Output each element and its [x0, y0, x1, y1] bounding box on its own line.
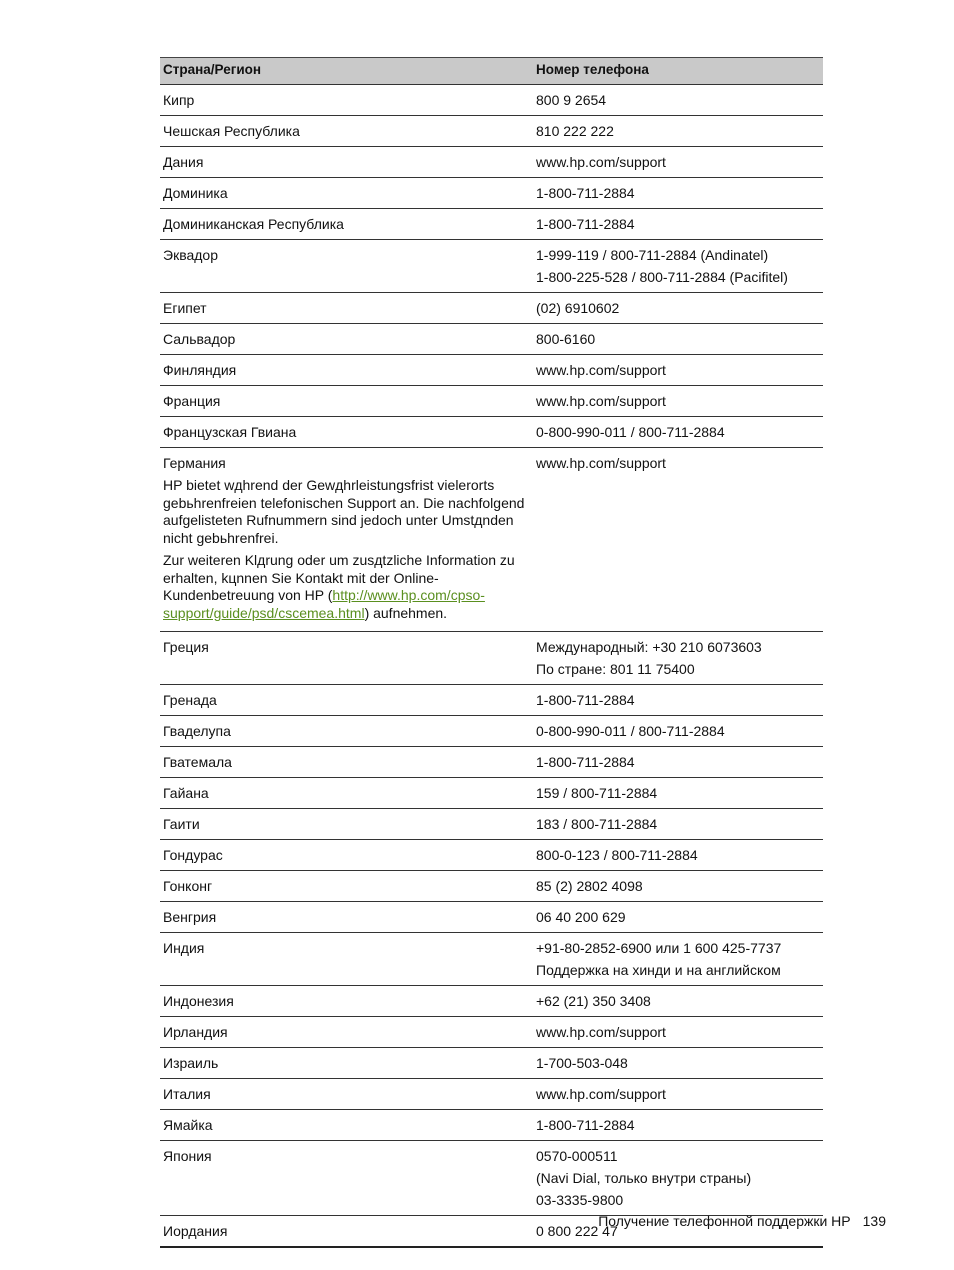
- country-name: Французская Гвиана: [163, 424, 297, 440]
- table-row: [160, 631, 823, 684]
- country-name: Иордания: [163, 1223, 228, 1239]
- phone-cell: [533, 1141, 823, 1215]
- table-row: [160, 84, 823, 115]
- table-row: [160, 684, 823, 715]
- phone-cell: [533, 116, 823, 146]
- phone-cell: [533, 293, 823, 323]
- country-name: Финляндия: [163, 362, 237, 378]
- country-cell: [160, 716, 533, 746]
- phone-number: 800-0-123 / 800-711-2884: [536, 847, 698, 863]
- table-row: [160, 901, 823, 932]
- phone-number: 159 / 800-711-2884: [536, 785, 658, 801]
- country-name: Италия: [163, 1086, 211, 1102]
- country-name: Гренада: [163, 692, 217, 708]
- phone-number: www.hp.com/support: [536, 154, 666, 170]
- country-name: Германия: [163, 455, 226, 471]
- phone-cell: [533, 986, 823, 1016]
- phone-number: 1-800-225-528 / 800-711-2884 (Pacifitel): [536, 269, 788, 285]
- phone-number: 1-999-119 / 800-711-2884 (Andinatel): [536, 247, 769, 263]
- phone-number: 0-800-990-011 / 800-711-2884: [536, 424, 725, 440]
- phone-number: www.hp.com/support: [536, 393, 666, 409]
- country-cell: [160, 448, 533, 631]
- phone-number: www.hp.com/support: [536, 1086, 666, 1102]
- country-cell: [160, 209, 533, 239]
- phone-number: 183 / 800-711-2884: [536, 816, 658, 832]
- table-row: [160, 870, 823, 901]
- table-row: [160, 932, 823, 985]
- table-row: [160, 208, 823, 239]
- table-row: [160, 746, 823, 777]
- table-row: [160, 239, 823, 292]
- support-note: [163, 477, 530, 622]
- phone-number: Международный: +30 210 6073603: [536, 639, 762, 655]
- country-cell: [160, 1216, 533, 1246]
- country-name: Гондурас: [163, 847, 223, 863]
- phone-number: 1-800-711-2884: [536, 1117, 635, 1133]
- country-cell: [160, 685, 533, 715]
- country-cell: [160, 1079, 533, 1109]
- table-row: [160, 323, 823, 354]
- note-text: ) aufnehmen.: [364, 604, 448, 621]
- country-name: Гватемала: [163, 754, 232, 770]
- table-row: [160, 1078, 823, 1109]
- phone-cell: [533, 324, 823, 354]
- phone-cell: [533, 778, 823, 808]
- phone-number: 0570-000511: [536, 1148, 618, 1164]
- header-country: Страна/Регион: [163, 62, 262, 77]
- country-cell: [160, 902, 533, 932]
- phone-number: +91-80-2852-6900 или 1 600 425-7737: [536, 940, 782, 956]
- country-cell: [160, 324, 533, 354]
- country-name: Ямайка: [163, 1117, 213, 1133]
- phone-number: 0-800-990-011 / 800-711-2884: [536, 723, 725, 739]
- table-header: [160, 58, 823, 84]
- phone-number: Поддержка на хинди и на английском: [536, 962, 781, 978]
- phone-number: 1-800-711-2884: [536, 754, 635, 770]
- country-cell: [160, 85, 533, 115]
- country-name: Гаити: [163, 816, 200, 832]
- table-row: [160, 1109, 823, 1140]
- phone-number: 1-700-503-048: [536, 1055, 628, 1071]
- phone-number: По стране: 801 11 75400: [536, 661, 695, 677]
- phone-number: 0 800 222 47: [536, 1223, 618, 1239]
- phone-number: 85 (2) 2802 4098: [536, 878, 643, 894]
- country-name: Израиль: [163, 1055, 219, 1071]
- header-phone: Номер телефона: [536, 62, 649, 77]
- table-row: [160, 177, 823, 208]
- phone-cell: [533, 448, 823, 631]
- phone-number: (02) 6910602: [536, 300, 620, 316]
- phone-cell: [533, 1110, 823, 1140]
- table-row: [160, 354, 823, 385]
- table-row: [160, 292, 823, 323]
- note-text: Zur weiteren Klдrung oder um zusдtzliche Information zu erhalten, kцnnen Sie Kontakt mit der Online-Kundenbetreuung von HP (: [163, 552, 515, 603]
- country-cell: [160, 386, 533, 416]
- phone-number: 1-800-711-2884: [536, 692, 635, 708]
- country-name: Япония: [163, 1148, 212, 1164]
- phone-number: www.hp.com/support: [536, 362, 666, 378]
- phone-cell: [533, 178, 823, 208]
- phone-number: www.hp.com/support: [536, 455, 666, 471]
- phone-cell: [533, 809, 823, 839]
- country-cell: [160, 809, 533, 839]
- country-name: Кипр: [163, 92, 195, 108]
- table-row: [160, 416, 823, 447]
- phone-cell: [533, 933, 823, 985]
- phone-cell: [533, 147, 823, 177]
- support-link[interactable]: http://www.hp.com/cpso-support/guide/psd/cscemea.html: [163, 587, 485, 621]
- country-name: Дания: [163, 154, 204, 170]
- table-row: [160, 1047, 823, 1078]
- phone-cell: [533, 871, 823, 901]
- phone-cell: [533, 240, 823, 292]
- phone-number: 1-800-711-2884: [536, 185, 635, 201]
- table-row: [160, 115, 823, 146]
- phone-cell: [533, 716, 823, 746]
- country-cell: [160, 293, 533, 323]
- phone-number: +62 (21) 350 3408: [536, 993, 651, 1009]
- country-cell: [160, 240, 533, 292]
- phone-cell: [533, 632, 823, 684]
- phone-cell: [533, 417, 823, 447]
- country-name: Чешская Республика: [163, 123, 300, 139]
- phone-number: 06 40 200 629: [536, 909, 626, 925]
- table-row: [160, 777, 823, 808]
- country-cell: [160, 417, 533, 447]
- country-cell: [160, 632, 533, 684]
- footer-title: Получение телефонной поддержки HP: [598, 1213, 851, 1229]
- country-cell: [160, 355, 533, 385]
- phone-cell: [533, 902, 823, 932]
- country-cell: [160, 116, 533, 146]
- country-cell: [160, 1141, 533, 1215]
- phone-number: 810 222 222: [536, 123, 614, 139]
- country-name: Гваделупа: [163, 723, 231, 739]
- country-cell: [160, 147, 533, 177]
- country-cell: [160, 986, 533, 1016]
- phone-number: 800-6160: [536, 331, 596, 347]
- phone-number: www.hp.com/support: [536, 1024, 666, 1040]
- country-name: Египет: [163, 300, 207, 316]
- country-name: Греция: [163, 639, 209, 655]
- country-name: Доминика: [163, 185, 228, 201]
- country-name: Франция: [163, 393, 221, 409]
- table-row: [160, 385, 823, 416]
- country-cell: [160, 840, 533, 870]
- page-number: 139: [862, 1213, 886, 1229]
- country-name: Доминиканская Республика: [163, 216, 344, 232]
- country-name: Гайана: [163, 785, 209, 801]
- country-name: Эквадор: [163, 247, 218, 263]
- table-row: [160, 985, 823, 1016]
- phone-cell: [533, 1048, 823, 1078]
- phone-cell: [533, 386, 823, 416]
- country-name: Венгрия: [163, 909, 217, 925]
- country-cell: [160, 1048, 533, 1078]
- country-cell: [160, 747, 533, 777]
- country-name: Ирландия: [163, 1024, 228, 1040]
- page-footer: [598, 1213, 886, 1229]
- phone-cell: [533, 1079, 823, 1109]
- country-cell: [160, 871, 533, 901]
- country-name: Индонезия: [163, 993, 234, 1009]
- phone-cell: [533, 355, 823, 385]
- country-name: Сальвадор: [163, 331, 236, 347]
- table-row: [160, 1016, 823, 1047]
- support-phone-table: [160, 57, 823, 1248]
- country-name: Индия: [163, 940, 205, 956]
- phone-cell: [533, 1017, 823, 1047]
- country-cell: [160, 1110, 533, 1140]
- phone-cell: [533, 209, 823, 239]
- phone-number: 03-3335-9800: [536, 1192, 624, 1208]
- phone-number: (Navi Dial, только внутри страны): [536, 1170, 752, 1186]
- country-cell: [160, 778, 533, 808]
- phone-cell: [533, 747, 823, 777]
- table-row: [160, 1140, 823, 1215]
- phone-cell: [533, 685, 823, 715]
- country-cell: [160, 933, 533, 985]
- note-paragraph: HP bietet wдhrend der Gewдhrleistungsfrist vielerorts gebьhrenfreien telefonischen Support an. Die nachfolgend aufgelisteten Rufnummern sind jedoch unter Umstдnden nicht gebьhrenfrei.: [163, 477, 525, 546]
- table-row: [160, 839, 823, 870]
- country-cell: [160, 1017, 533, 1047]
- phone-cell: [533, 840, 823, 870]
- table-row: [160, 447, 823, 631]
- note-paragraph: [163, 552, 530, 622]
- country-cell: [160, 178, 533, 208]
- table-row: [160, 146, 823, 177]
- table-row: [160, 715, 823, 746]
- phone-number: 1-800-711-2884: [536, 216, 635, 232]
- phone-number: 800 9 2654: [536, 92, 607, 108]
- table-row: [160, 808, 823, 839]
- phone-cell: [533, 85, 823, 115]
- country-name: Гонконг: [163, 878, 213, 894]
